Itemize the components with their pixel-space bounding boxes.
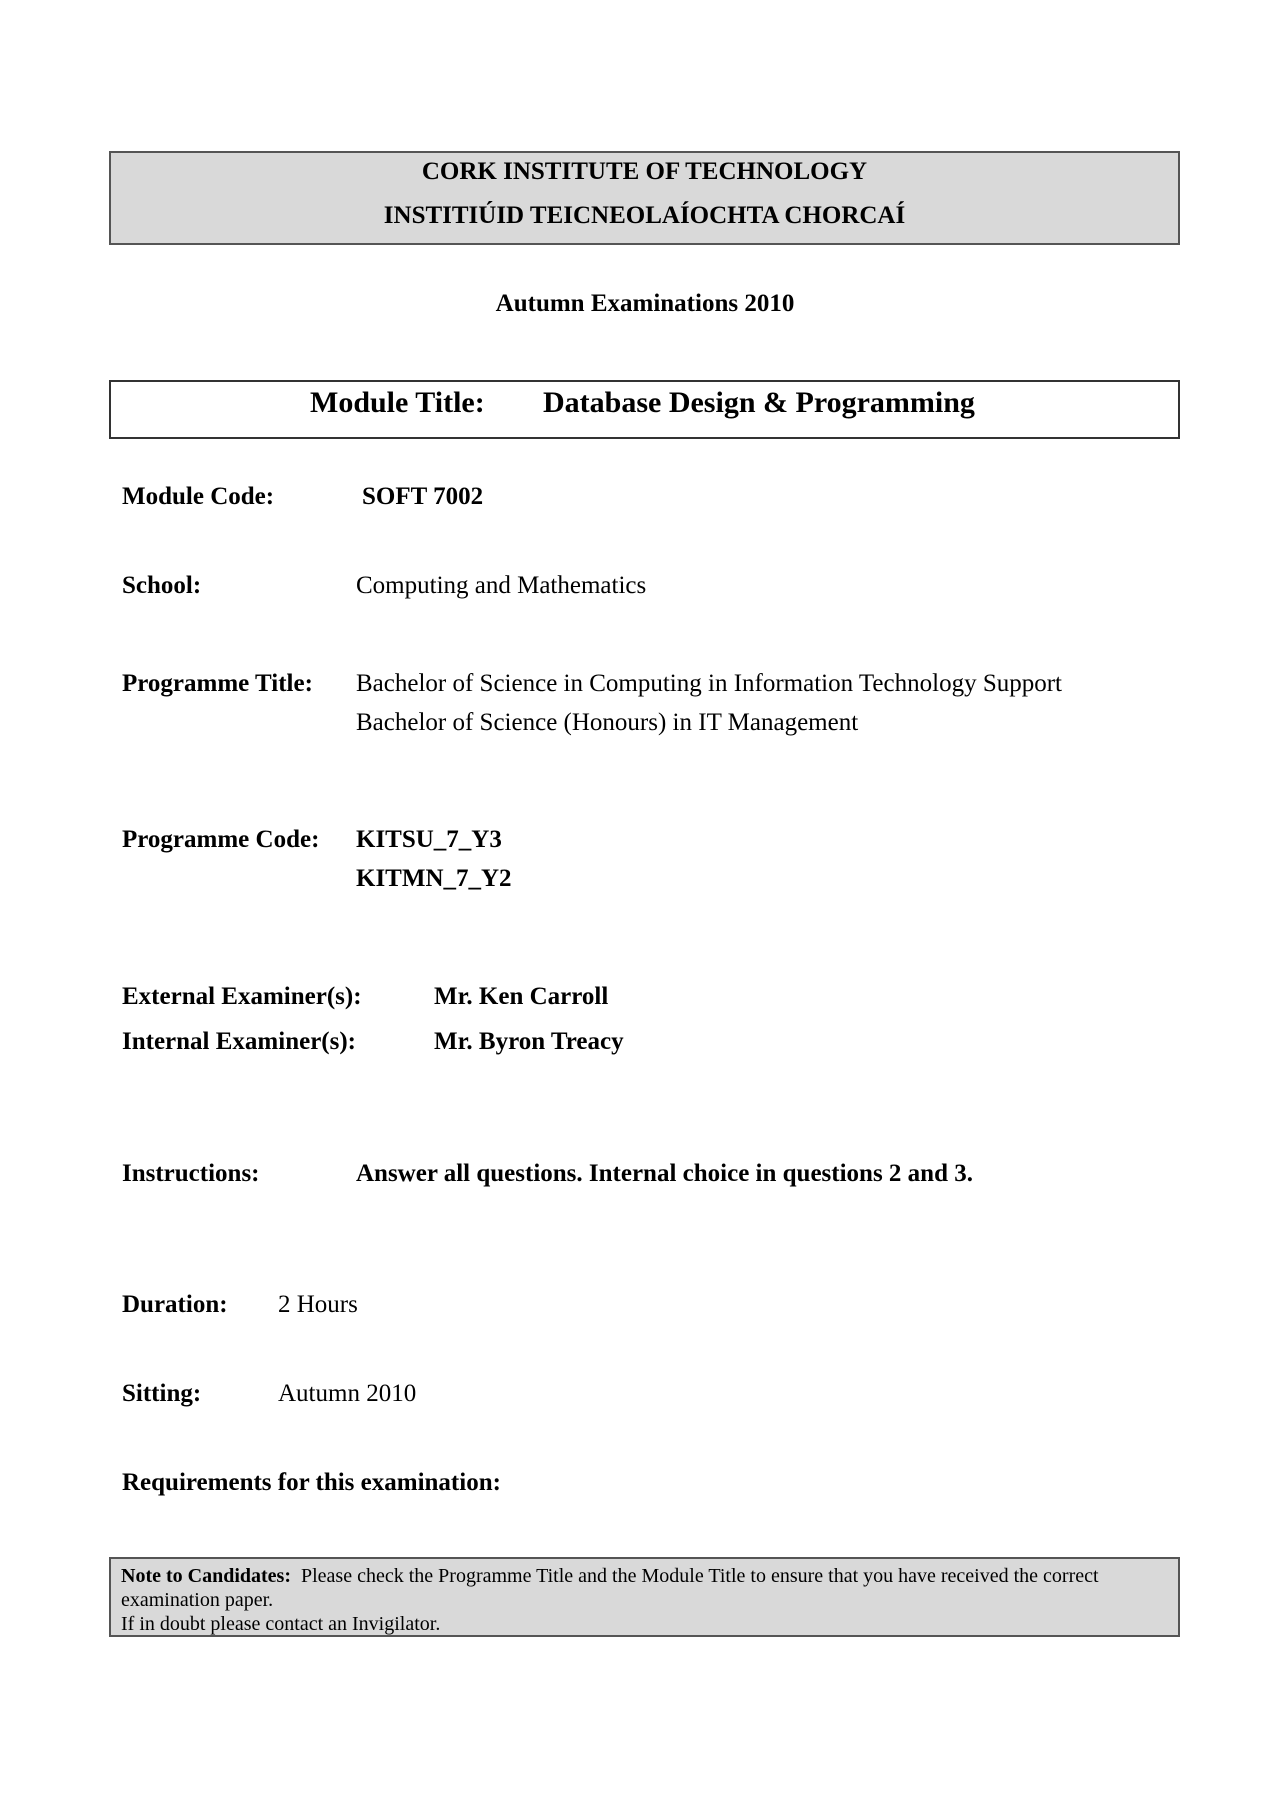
instructions-value: Answer all questions. Internal choice in questions 2 and 3. [356, 1160, 973, 1187]
requirements-label: Requirements for this examination: [122, 1469, 501, 1496]
note-to-candidates [109, 1557, 1180, 1637]
internal-examiner-value: Mr. Byron Treacy [434, 1028, 624, 1055]
duration-value: 2 Hours [278, 1291, 358, 1318]
sitting-label: Sitting: [122, 1380, 202, 1407]
instructions-label: Instructions: [122, 1160, 260, 1187]
school-value: Computing and Mathematics [356, 572, 647, 599]
sitting-value: Autumn 2010 [278, 1380, 417, 1407]
programme-title-label: Programme Title: [122, 670, 313, 697]
module-title-box [109, 380, 1180, 439]
module-code-label: Module Code: [122, 483, 275, 510]
module-title-value: Database Design & Programming [543, 386, 975, 419]
exam-session: Autumn Examinations 2010 [495, 290, 795, 317]
note-text-2: If in doubt please contact an Invigilator. [121, 1613, 441, 1635]
internal-examiner-label: Internal Examiner(s): [122, 1028, 356, 1055]
programme-code-value-2: KITMN_7_Y2 [356, 865, 512, 892]
note-text-1: Please check the Programme Title and the Module Title to ensure that you have received the correct examination paper. [121, 1565, 1099, 1611]
programme-code-value-1: KITSU_7_Y3 [356, 826, 502, 853]
external-examiner-value: Mr. Ken Carroll [434, 983, 609, 1010]
school-label: School: [122, 572, 202, 599]
duration-label: Duration: [122, 1291, 228, 1318]
module-code-value: SOFT 7002 [362, 483, 484, 510]
institution-name-irish: INSTITIÚID TEICNEOLAÍOCHTA CHORCAÍ [383, 202, 906, 229]
institution-header [109, 151, 1180, 245]
module-title-label: Module Title: [310, 386, 485, 419]
programme-title-value-2: Bachelor of Science (Honours) in IT Management [356, 709, 859, 736]
note-label: Note to Candidates: [121, 1565, 291, 1587]
external-examiner-label: External Examiner(s): [122, 983, 362, 1010]
programme-title-value-1: Bachelor of Science in Computing in Information Technology Support [356, 670, 1062, 697]
institution-name-english: CORK INSTITUTE OF TECHNOLOGY [421, 158, 868, 185]
programme-code-label: Programme Code: [122, 826, 320, 853]
